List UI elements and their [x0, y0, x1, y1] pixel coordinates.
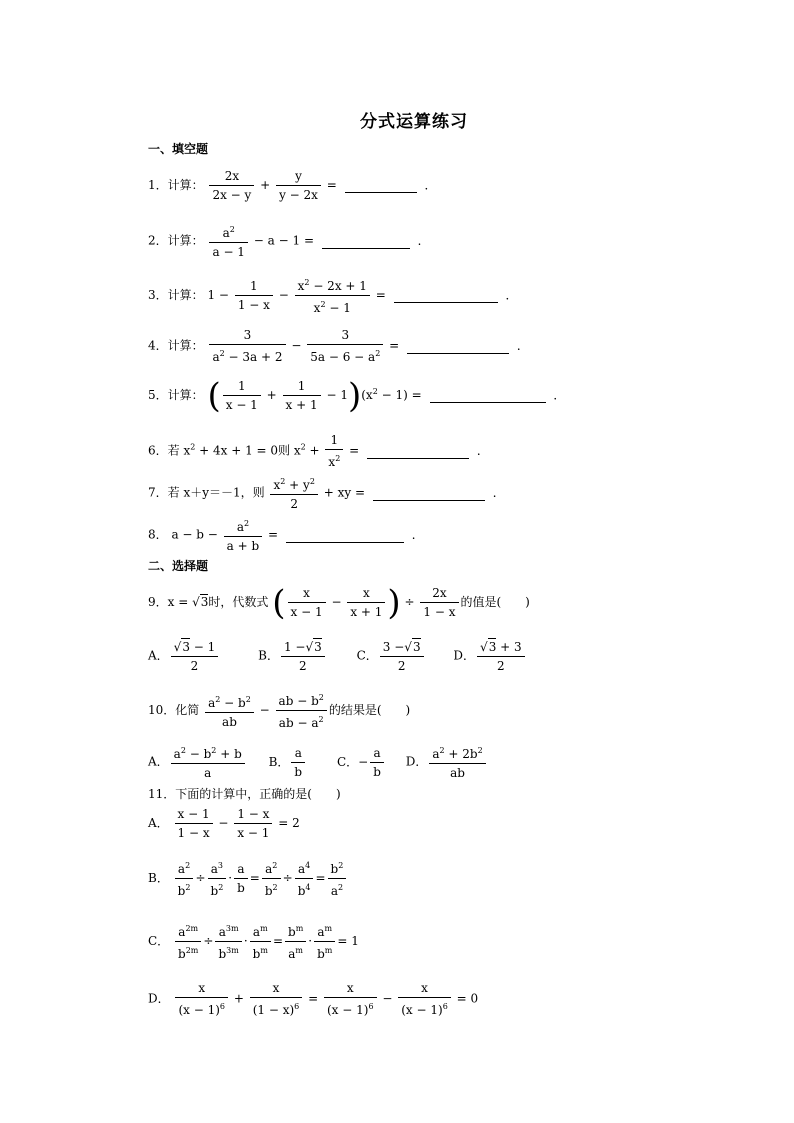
- q1-fraction-1: $\frac{2x}{2x - y}$: [209, 168, 254, 203]
- q9-option-b[interactable]: B． $\frac{1 -√3}{2}$: [258, 638, 327, 674]
- question-7: 7．若 x＋y＝－1，则 $\frac{x^2 + y^2}{2}$ + xy = ．: [148, 474, 505, 512]
- q11-option-b[interactable]: B． $\frac{a^2}{b^2}$ ÷ $\frac{a^3}{b^2}$ · $\frac{a}{b}$ = $\frac{a^2}{b^2}$ ÷ $\frac{a^4}{b^4}$ = $\frac{b^2}{a^2}$: [148, 858, 348, 899]
- q4-fraction-1: $\frac{3}{a^2 - 3a + 2}$: [209, 327, 285, 365]
- q10-option-b[interactable]: B． $\frac{a}{b}$: [269, 745, 308, 780]
- section-choice: 二、选择题: [148, 559, 209, 573]
- question-11: 11．下面的计算中，正确的是( ): [148, 787, 341, 801]
- q1-fraction-2: $\frac{y}{y - 2x}$: [276, 168, 321, 203]
- q10-fraction-2: $\frac{ab - b^2}{ab - a^2}$: [276, 690, 327, 731]
- q4-fraction-2: $\frac{3}{5a - 6 - a^2}$: [307, 327, 383, 365]
- q8-answer-blank[interactable]: [286, 528, 404, 543]
- question-1: 1．计算： $\frac{2x}{2x - y}$ + $\frac{y}{y - 2x}$ = ．: [148, 169, 437, 202]
- question-6: 6．若 $x^2 + 4x + 1 = 0$则 $x^2$ + $\frac{1}{x^2}$ = ．: [148, 433, 489, 469]
- q9-fraction-1: $\frac{x}{x - 1}$: [288, 585, 326, 620]
- q11-option-a[interactable]: A． $\frac{x - 1}{1 - x}$ − $\frac{1 - x}{x - 1}$ = 2: [148, 807, 300, 840]
- question-5: 5．计算： ( $\frac{1}{x - 1}$ + $\frac{1}{x + 1}$ − $1)(x^2 - 1)$ = ．: [148, 375, 566, 416]
- q4-answer-blank[interactable]: [407, 339, 509, 354]
- q9-option-d[interactable]: D． $\frac{√3 + 3}{2}$: [453, 638, 526, 674]
- q5-fraction-2: $\frac{1}{x + 1}$: [283, 378, 321, 413]
- page-title: 分式运算练习: [360, 112, 468, 132]
- q11-option-c[interactable]: C． $\frac{a^{2m}}{b^{2m}}$ ÷ $\frac{a^{3m}}{b^{3m}}$ · $\frac{a^m}{b^m}$ = $\frac{b^m}{a^m}$ · $\frac{a^m}{b^m}$ = 1: [148, 921, 359, 962]
- q9-fraction-2: $\frac{x}{x + 1}$: [347, 585, 385, 620]
- q6-fraction: $\frac{1}{x^2}$: [325, 432, 343, 470]
- q10-option-c[interactable]: C．− $\frac{a}{b}$: [337, 745, 386, 780]
- q5-answer-blank[interactable]: [430, 388, 546, 403]
- q3-fraction-1: $\frac{1}{1 - x}$: [235, 278, 273, 313]
- q7-answer-blank[interactable]: [373, 486, 485, 501]
- q2-fraction: $\frac{a^2}{a - 1}$: [209, 222, 247, 260]
- question-10-options: [148, 743, 488, 781]
- question-10: 10．化简 $\frac{a^2 - b^2}{ab}$ − $\frac{ab - b^2}{ab - a^2}$ 的结果是( ): [148, 690, 410, 731]
- question-9: 9．x = √3时，代数式 ( $\frac{x}{x - 1}$ − $\frac{x}{x + 1}$ ) ÷ $\frac{2x}{1 - x}$ 的值是( ): [148, 582, 530, 623]
- q8-fraction: $\frac{a^2}{a + b}$: [224, 516, 263, 554]
- q1-label: 1．计算：: [148, 178, 204, 192]
- q2-answer-blank[interactable]: [322, 234, 410, 249]
- q7-fraction: $\frac{x^2 + y^2}{2}$: [270, 474, 317, 512]
- q3-fraction-2: $\frac{x^2 - 2x + 1}{x^2 - 1}$: [295, 275, 370, 316]
- question-3: 3．计算： 1 − $\frac{1}{1 - x}$ − $\frac{x^2 - 2x + 1}{x^2 - 1}$ = ．: [148, 275, 517, 316]
- q3-answer-blank[interactable]: [394, 288, 498, 303]
- q10-fraction-1: $\frac{a^2 - b^2}{ab}$: [205, 692, 254, 730]
- q10-option-a[interactable]: A． $\frac{a^2 - b^2 + b}{a}$: [148, 743, 247, 781]
- question-2: 2．计算： $\frac{a^2}{a - 1}$ − a − 1 = ．: [148, 222, 430, 260]
- question-4: 4．计算： $\frac{3}{a^2 - 3a + 2}$ − $\frac{3}{5a - 6 - a^2}$ = ．: [148, 328, 529, 364]
- q9-fraction-3: $\frac{2x}{1 - x}$: [420, 585, 458, 620]
- q9-option-c[interactable]: C． $\frac{3 -√3}{2}$: [357, 638, 426, 674]
- q5-fraction-1: $\frac{1}{x - 1}$: [223, 378, 261, 413]
- section-fill-blank: 一、填空题: [148, 142, 209, 156]
- question-8: 8． a − b − $\frac{a^2}{a + b}$ = ．: [148, 516, 424, 554]
- q9-option-a[interactable]: A． $\frac{√3 - 1}{2}$: [148, 638, 220, 674]
- q10-option-d[interactable]: D． $\frac{a^2 + 2b^2}{ab}$: [406, 743, 488, 781]
- q11-option-d[interactable]: D． $\frac{x}{(x - 1)^6}$ + $\frac{x}{(1 - x)^6}$ = $\frac{x}{(x - 1)^6}$ − $\frac{x}{(x - 1)^6}$ = 0: [148, 981, 479, 1017]
- question-9-options: [148, 638, 527, 674]
- q6-answer-blank[interactable]: [367, 444, 469, 459]
- q1-answer-blank[interactable]: [345, 178, 417, 193]
